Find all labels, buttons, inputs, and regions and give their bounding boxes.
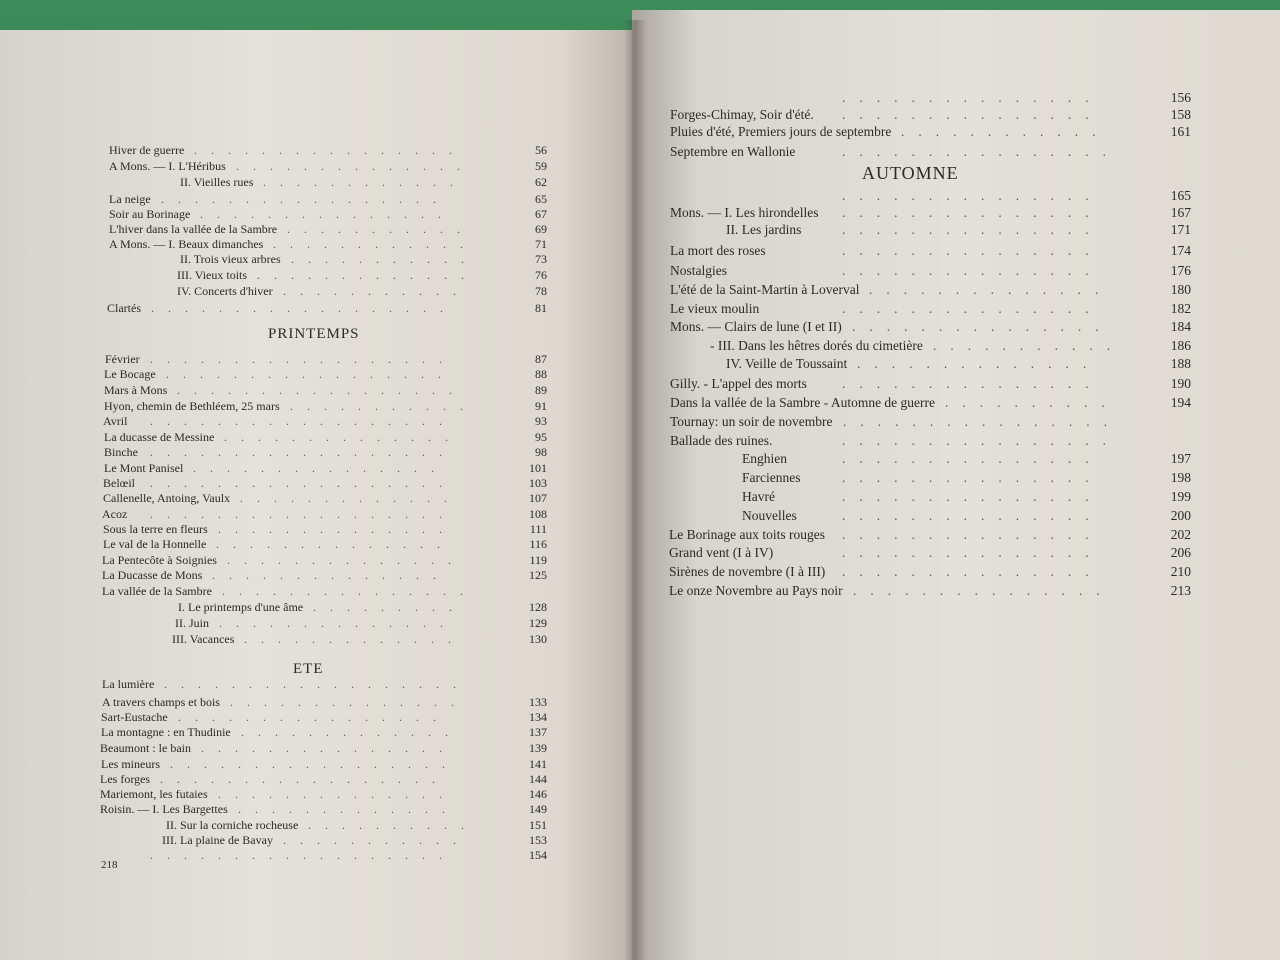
left-toc-entry xyxy=(107,301,547,319)
entry-title: Pluies d'été, Premiers jours de septembre xyxy=(670,124,892,139)
entry-page-number: 210 xyxy=(1170,564,1191,579)
entry-page-number: 158 xyxy=(1170,107,1191,122)
right-toc-entry xyxy=(670,282,1191,300)
leader-dots: ............ xyxy=(263,175,467,189)
entry-page-number: 202 xyxy=(1170,527,1191,542)
entry-page-number: 133 xyxy=(529,695,547,709)
leader-dots: ............... xyxy=(842,205,1103,220)
page-number: 218 xyxy=(101,859,118,871)
entry-title: II. Trois vieux arbres xyxy=(180,252,281,266)
leader-dots: .................. xyxy=(150,848,456,862)
entry-page-number: 98 xyxy=(535,445,547,459)
entry-title: La Ducasse de Mons xyxy=(102,568,203,582)
right-toc-entry xyxy=(670,414,1191,432)
leader-dots: ............... xyxy=(852,319,1113,334)
entry-title: Mons. — I. Les hirondelles xyxy=(670,205,819,220)
entry-page-number: 81 xyxy=(535,301,547,315)
entry-title: II. Les jardins xyxy=(726,222,802,237)
entry-page-number: 190 xyxy=(1170,376,1191,391)
leader-dots: ............... xyxy=(201,741,456,755)
entry-page-number: 67 xyxy=(535,207,547,221)
leader-dots: ............. xyxy=(244,632,465,646)
entry-page-number: 167 xyxy=(1170,205,1191,220)
leader-dots: .................. xyxy=(150,352,456,366)
entry-title: Clartés xyxy=(107,301,141,315)
leader-dots: .............. xyxy=(218,787,456,801)
leader-dots: ............ xyxy=(901,124,1110,139)
entry-page-number: 73 xyxy=(535,252,547,266)
entry-page-number: 101 xyxy=(529,461,547,475)
leader-dots: ................. xyxy=(177,383,466,397)
entry-page-number: 111 xyxy=(529,522,547,536)
entry-title: Mariemont, les futaies xyxy=(100,787,208,801)
entry-page-number: 161 xyxy=(1170,124,1191,139)
entry-title: Les forges xyxy=(100,772,151,786)
right-toc-entry xyxy=(670,301,1191,319)
leader-dots: .................. xyxy=(150,445,456,459)
leader-dots: ........... xyxy=(283,833,470,847)
leader-dots: ............... xyxy=(842,263,1103,278)
left-toc-entry xyxy=(177,284,547,302)
entry-page-number: 69 xyxy=(535,222,547,236)
entry-page-number: 194 xyxy=(1170,395,1191,410)
leader-dots: ............. xyxy=(257,268,478,282)
section-heading-automne: AUTOMNE xyxy=(862,163,959,183)
entry-page-number: 108 xyxy=(529,507,547,521)
entry-page-number: 65 xyxy=(535,192,547,206)
leader-dots: ................. xyxy=(170,757,459,771)
entry-page-number: 149 xyxy=(529,802,547,816)
entry-title: Beaumont : le bain xyxy=(100,741,191,755)
left-page xyxy=(0,30,635,960)
entry-title: Septembre en Wallonie xyxy=(670,144,796,159)
entry-title: Nostalgies xyxy=(670,263,727,278)
entry-title: Havré xyxy=(742,489,775,504)
leader-dots: .................. xyxy=(150,476,456,490)
right-toc-entry xyxy=(726,356,1191,374)
entry-page-number: 186 xyxy=(1170,338,1191,353)
leader-dots: ................ xyxy=(178,710,450,724)
entry-page-number: 87 xyxy=(535,352,547,366)
entry-page-number: 198 xyxy=(1170,470,1191,485)
leader-dots: ............... xyxy=(842,564,1103,579)
entry-page-number: 71 xyxy=(535,237,547,251)
leader-dots: .................. xyxy=(150,507,456,521)
entry-page-number: 199 xyxy=(1170,489,1191,504)
entry-page-number: 154 xyxy=(529,848,547,862)
entry-title: Sirènes de novembre (I à III) xyxy=(669,564,826,579)
entry-title: A Mons. — I. L'Héribus xyxy=(109,159,226,173)
entry-title: La lumière xyxy=(102,677,155,691)
entry-page-number: 200 xyxy=(1170,508,1191,523)
entry-title: IV. Concerts d'hiver xyxy=(177,284,273,298)
leader-dots: ............... xyxy=(842,222,1103,237)
entry-title: Le Mont Panisel xyxy=(104,461,184,475)
entry-title: IV. Veille de Toussaint xyxy=(726,356,848,371)
leader-dots: ............... xyxy=(842,451,1103,466)
entry-title: A travers champs et bois xyxy=(102,695,220,709)
leader-dots: .......... xyxy=(945,395,1119,410)
entry-title: Soir au Borinage xyxy=(109,207,191,221)
entry-title: Hyon, chemin de Bethléem, 25 mars xyxy=(104,399,280,413)
leader-dots: ................ xyxy=(842,433,1120,448)
entry-page-number: 125 xyxy=(529,568,547,582)
entry-page-number: 141 xyxy=(529,757,547,771)
right-toc-entry xyxy=(669,545,1191,563)
entry-page-number: 213 xyxy=(1170,583,1191,598)
leader-dots: .................. xyxy=(150,414,456,428)
leader-dots: ................. xyxy=(166,367,455,381)
right-toc-entry xyxy=(670,144,1191,162)
right-toc-entry xyxy=(670,263,1191,281)
entry-page-number: 139 xyxy=(529,741,547,755)
entry-title: Nouvelles xyxy=(742,508,797,523)
entry-page-number: 137 xyxy=(529,725,547,739)
entry-page-number: 128 xyxy=(529,600,547,614)
leader-dots: ................. xyxy=(161,192,450,206)
entry-title: L'été de la Saint-Martin à Loverval xyxy=(670,282,860,297)
entry-page-number: 182 xyxy=(1170,301,1191,316)
leader-dots: ................ xyxy=(843,414,1121,429)
right-toc-entry xyxy=(670,433,1191,451)
right-toc-entry xyxy=(670,395,1191,413)
entry-title: La montagne : en Thudinie xyxy=(101,725,231,739)
entry-page-number: 144 xyxy=(529,772,547,786)
entry-page-number: 116 xyxy=(529,537,547,551)
entry-page-number: 146 xyxy=(529,787,547,801)
leader-dots: ........... xyxy=(283,284,470,298)
leader-dots: .............. xyxy=(230,695,468,709)
leader-dots: ........... xyxy=(933,338,1125,353)
entry-title: Roisin. — I. Les Bargettes xyxy=(100,802,228,816)
right-toc-entry xyxy=(672,90,1191,108)
entry-page-number: 180 xyxy=(1170,282,1191,297)
leader-dots: .......... xyxy=(308,818,478,832)
entry-title: III. Vacances xyxy=(172,632,235,646)
leader-dots: .............. xyxy=(869,282,1113,297)
entry-title: L'hiver dans la vallée de la Sambre xyxy=(109,222,278,236)
leader-dots: .............. xyxy=(216,537,454,551)
entry-title: La neige xyxy=(109,192,151,206)
entry-title: Callenelle, Antoing, Vaulx xyxy=(103,491,231,505)
leader-dots: ............... xyxy=(193,461,448,475)
entry-title: Belœil xyxy=(103,476,135,490)
entry-title: Mars à Mons xyxy=(104,383,168,397)
entry-page-number: 174 xyxy=(1170,243,1191,258)
entry-title: Binche xyxy=(104,445,138,459)
leader-dots: ............... xyxy=(222,584,477,598)
section-heading-printemps: PRINTEMPS xyxy=(268,326,360,342)
entry-page-number: 171 xyxy=(1170,222,1191,237)
leader-dots: ............ xyxy=(273,237,477,251)
entry-page-number: 184 xyxy=(1170,319,1191,334)
leader-dots: .............. xyxy=(219,616,457,630)
leader-dots: ................ xyxy=(842,144,1120,159)
entry-title: Les mineurs xyxy=(101,757,160,771)
entry-title: Gilly. - L'appel des morts xyxy=(670,376,807,391)
entry-title: II. Sur la corniche rocheuse xyxy=(166,818,299,832)
entry-page-number: 59 xyxy=(535,159,547,173)
entry-title: Tournay: un soir de novembre xyxy=(670,414,833,429)
entry-title: Dans la vallée de la Sambre - Automne de guerre xyxy=(670,395,936,410)
entry-title: Le onze Novembre au Pays noir xyxy=(669,583,843,598)
right-toc-entry xyxy=(670,124,1191,142)
right-toc-entry xyxy=(670,188,1191,206)
entry-page-number: 129 xyxy=(529,616,547,630)
entry-title: Grand vent (I à IV) xyxy=(669,545,774,560)
leader-dots: ............... xyxy=(842,243,1103,258)
entry-title: Mons. — Clairs de lune (I et II) xyxy=(670,319,842,334)
right-toc-entry xyxy=(670,205,1191,223)
leader-dots: ................. xyxy=(160,772,449,786)
entry-page-number: 134 xyxy=(529,710,547,724)
right-page xyxy=(632,10,1280,960)
entry-title: Farciennes xyxy=(742,470,801,485)
left-toc-entry xyxy=(172,632,547,650)
right-toc-entry xyxy=(670,107,1191,125)
entry-title: La Pentecôte à Soignies xyxy=(102,553,217,567)
entry-page-number: 89 xyxy=(535,383,547,397)
entry-title: Hiver de guerre xyxy=(109,143,185,157)
right-toc-entry xyxy=(742,470,1191,488)
entry-title: Le Borinage aux toits rouges xyxy=(669,527,825,542)
entry-title: I. Le printemps d'une âme xyxy=(178,600,304,614)
right-toc-entry xyxy=(726,222,1191,240)
entry-page-number: 95 xyxy=(535,430,547,444)
leader-dots: ........... xyxy=(291,252,478,266)
leader-dots: ............... xyxy=(200,207,455,221)
book-gutter xyxy=(624,20,646,960)
leader-dots: ............... xyxy=(842,470,1103,485)
leader-dots: .............. xyxy=(224,430,462,444)
entry-page-number: 93 xyxy=(535,414,547,428)
leader-dots: ............... xyxy=(842,376,1103,391)
leader-dots: ............... xyxy=(842,508,1103,523)
leader-dots: ............. xyxy=(238,802,459,816)
leader-dots: ............... xyxy=(842,107,1103,122)
leader-dots: .............. xyxy=(218,522,456,536)
entry-page-number: 156 xyxy=(1170,90,1191,105)
entry-title: Sart-Eustache xyxy=(101,710,168,724)
leader-dots: ............... xyxy=(842,527,1103,542)
leader-dots: .............. xyxy=(236,159,474,173)
entry-page-number: 119 xyxy=(529,553,547,567)
entry-title: A Mons. — I. Beaux dimanches xyxy=(109,237,264,251)
right-toc-entry xyxy=(742,451,1191,469)
entry-title: Avril xyxy=(103,414,128,428)
entry-page-number: 176 xyxy=(1170,263,1191,278)
right-toc-entry xyxy=(742,489,1191,507)
entry-title: Le val de la Honnelle xyxy=(103,537,207,551)
entry-page-number: 197 xyxy=(1170,451,1191,466)
leader-dots: ............... xyxy=(842,489,1103,504)
left-toc-entry xyxy=(102,677,547,695)
section-heading-ete: ETE xyxy=(293,661,324,677)
entry-page-number: 91 xyxy=(535,399,547,413)
entry-page-number: 151 xyxy=(529,818,547,832)
entry-title: II. Juin xyxy=(175,616,209,630)
leader-dots: .............. xyxy=(857,356,1101,371)
leader-dots: ............... xyxy=(842,90,1103,105)
entry-page-number: 62 xyxy=(535,175,547,189)
entry-page-number: 88 xyxy=(535,367,547,381)
entry-page-number: 188 xyxy=(1170,356,1191,371)
right-toc-entry xyxy=(669,564,1191,582)
entry-title: III. Vieux toits xyxy=(177,268,248,282)
leader-dots: ......... xyxy=(313,600,466,614)
entry-title: La vallée de la Sambre xyxy=(102,584,212,598)
entry-title: III. La plaine de Bavay xyxy=(162,833,273,847)
entry-title: La ducasse de Messine xyxy=(104,430,215,444)
entry-title: - III. Dans les hêtres dorés du cimetière xyxy=(710,338,923,353)
right-toc-entry xyxy=(670,243,1191,261)
leader-dots: .................. xyxy=(151,301,457,315)
entry-page-number: 165 xyxy=(1170,188,1191,203)
entry-page-number: 76 xyxy=(535,268,547,282)
entry-page-number: 130 xyxy=(529,632,547,646)
entry-page-number: 78 xyxy=(535,284,547,298)
right-toc-entry xyxy=(742,508,1191,526)
entry-title: Le vieux moulin xyxy=(670,301,760,316)
entry-title: Sous la terre en fleurs xyxy=(103,522,208,536)
leader-dots: ............... xyxy=(853,583,1114,598)
right-toc-entry xyxy=(670,319,1191,337)
leader-dots: ................ xyxy=(194,143,466,157)
entry-page-number: 103 xyxy=(529,476,547,490)
entry-title: Le Bocage xyxy=(104,367,156,381)
entry-title: II. Vieilles rues xyxy=(180,175,254,189)
leader-dots: ............. xyxy=(241,725,462,739)
right-toc-entry xyxy=(669,527,1191,545)
entry-title: Acoz xyxy=(102,507,128,521)
right-toc-entry xyxy=(710,338,1191,356)
right-toc-entry xyxy=(670,376,1191,394)
left-toc-entry xyxy=(100,848,547,866)
entry-title: Enghien xyxy=(742,451,787,466)
entry-page-number: 56 xyxy=(535,143,547,157)
entry-title: Ballade des ruines. xyxy=(670,433,773,448)
leader-dots: .............. xyxy=(227,553,465,567)
leader-dots: ............. xyxy=(240,491,461,505)
leader-dots: ............... xyxy=(842,545,1103,560)
leader-dots: .............. xyxy=(212,568,450,582)
leader-dots: .................. xyxy=(164,677,470,691)
leader-dots: ............... xyxy=(842,188,1103,203)
leader-dots: ............... xyxy=(842,301,1103,316)
left-toc-entry xyxy=(180,175,547,193)
leader-dots: ........... xyxy=(290,399,477,413)
entry-title: Février xyxy=(105,352,140,366)
leader-dots: ........... xyxy=(287,222,474,236)
entry-page-number: 107 xyxy=(529,491,547,505)
right-toc-entry xyxy=(669,583,1191,601)
entry-title: La mort des roses xyxy=(670,243,766,258)
entry-page-number: 153 xyxy=(529,833,547,847)
entry-page-number: 206 xyxy=(1170,545,1191,560)
entry-title: Forges-Chimay, Soir d'été. xyxy=(670,107,814,122)
